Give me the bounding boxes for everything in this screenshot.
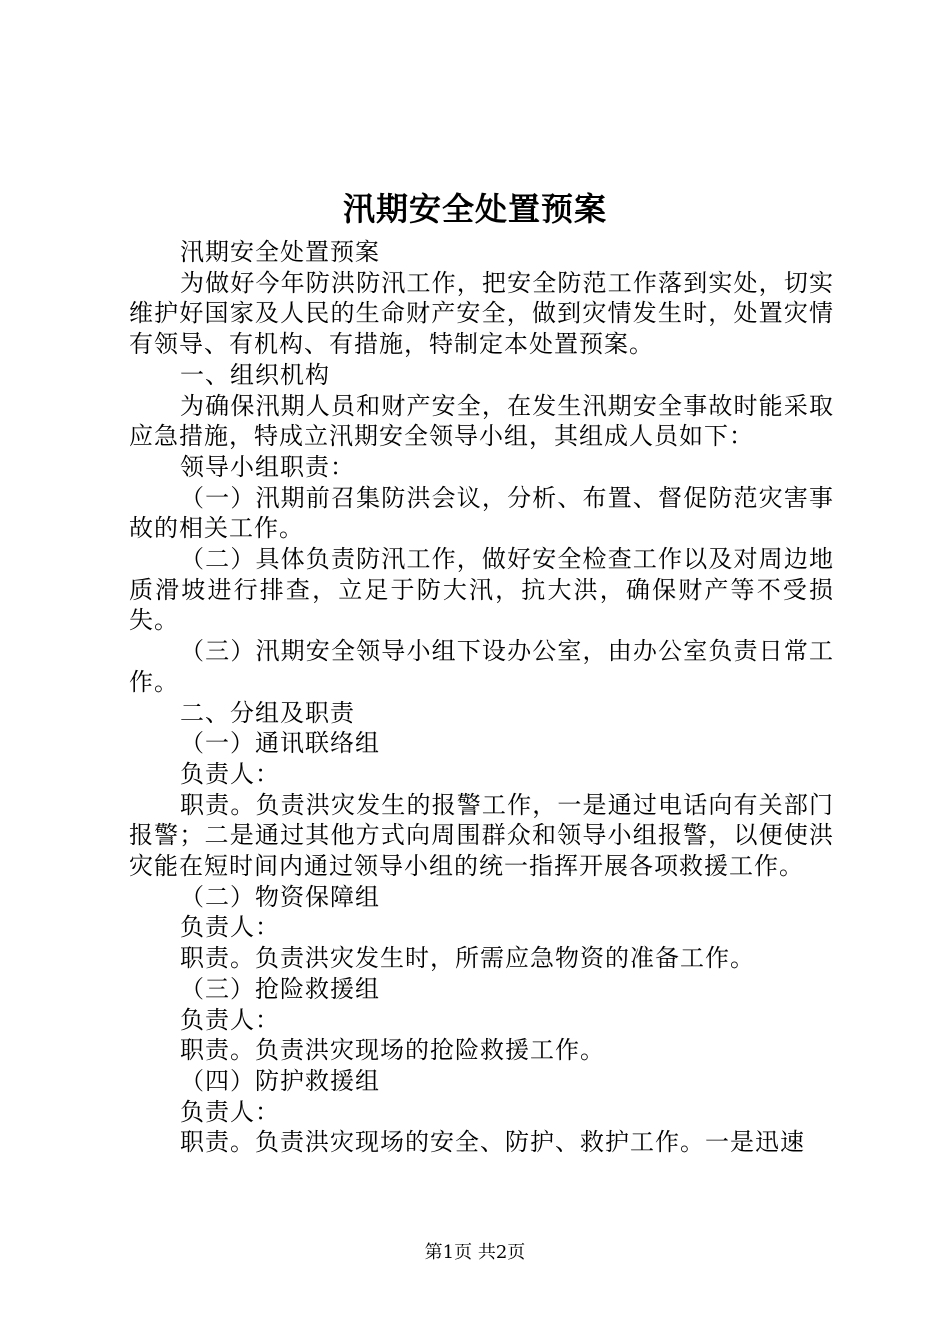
paragraph: 职责。负责洪灾发生时，所需应急物资的准备工作。 bbox=[180, 944, 755, 973]
subsection-heading: （三）抢险救援组 bbox=[180, 974, 380, 1003]
subsection-heading: （四）防护救援组 bbox=[180, 1066, 380, 1095]
paragraph: （一）汛期前召集防洪会议，分析、布置、督促防范灾害事故的相关工作。 bbox=[129, 483, 834, 543]
paragraph: 为确保汛期人员和财产安全，在发生汛期安全事故时能采取应急措施，特成立汛期安全领导小组，其组成人员如下： bbox=[129, 391, 834, 451]
paragraph: （二）具体负责防汛工作，做好安全检查工作以及对周边地质滑坡进行排查，立足于防大汛，抗大洪，确保财产等不受损失。 bbox=[129, 545, 834, 635]
paragraph: 负责人： bbox=[180, 759, 280, 788]
paragraph: 职责。负责洪灾发生的报警工作，一是通过电话向有关部门报警；二是通过其他方式向周围群众和领导小组报警，以便使洪灾能在短时间内通过领导小组的统一指挥开展各项救援工作。 bbox=[129, 790, 834, 881]
subsection-heading: （一）通讯联络组 bbox=[180, 729, 380, 758]
page-footer: 第1页 共2页 bbox=[424, 1242, 526, 1263]
paragraph: 负责人： bbox=[180, 913, 280, 942]
subsection-heading: （二）物资保障组 bbox=[180, 882, 380, 911]
paragraph: 汛期安全处置预案 bbox=[180, 238, 380, 266]
paragraph: 职责。负责洪灾现场的安全、防护、救护工作。一是迅速 bbox=[180, 1128, 805, 1157]
document-title: 汛期安全处置预案 bbox=[342, 190, 607, 228]
paragraph: （三）汛期安全领导小组下设办公室，由办公室负责日常工作。 bbox=[129, 637, 834, 696]
paragraph: 负责人： bbox=[180, 1097, 280, 1126]
document-body bbox=[129, 237, 834, 1158]
section-heading: 二、分组及职责 bbox=[180, 698, 355, 727]
section-heading: 一、组织机构 bbox=[180, 360, 330, 389]
paragraph: 职责。负责洪灾现场的抢险救援工作。 bbox=[180, 1036, 605, 1065]
paragraph: 领导小组职责： bbox=[180, 452, 355, 481]
paragraph: 负责人： bbox=[180, 1005, 280, 1034]
paragraph: 为做好今年防洪防汛工作，把安全防范工作落到实处，切实维护好国家及人民的生命财产安全，做到灾情发生时，处置灾情有领导、有机构、有措施，特制定本处置预案。 bbox=[129, 268, 834, 359]
